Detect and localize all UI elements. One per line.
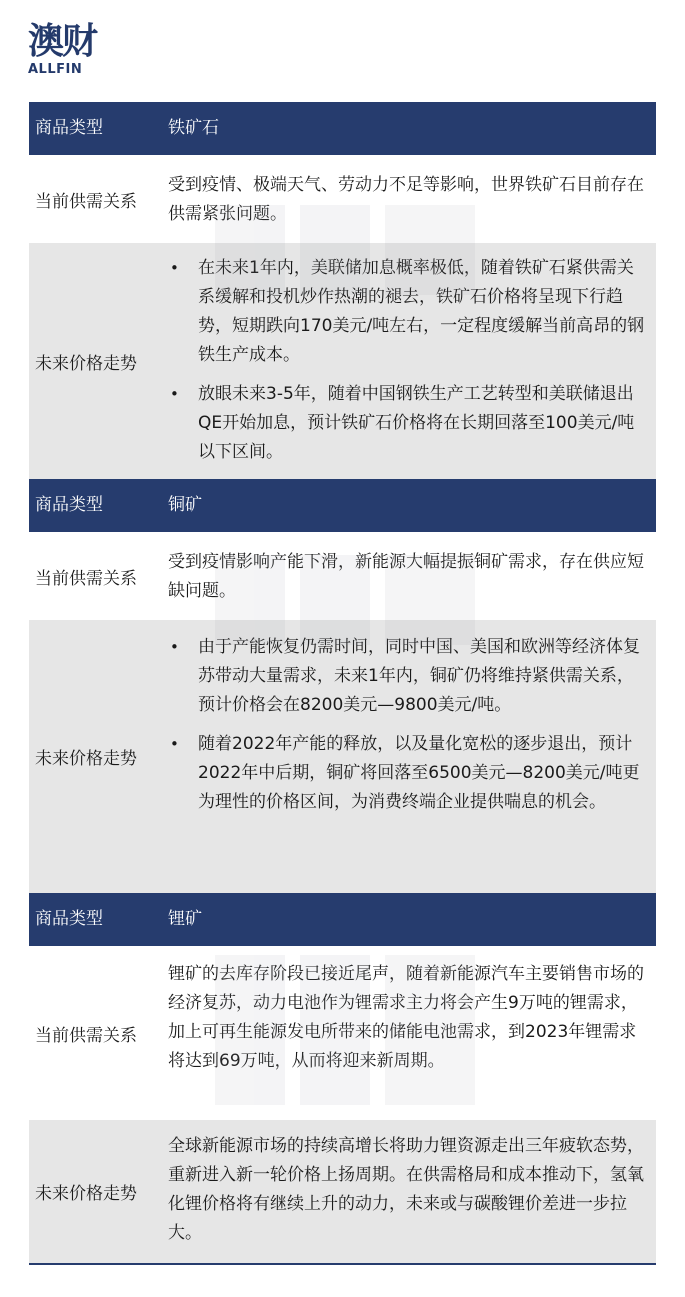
supply-row-iron-ore	[29, 155, 656, 243]
trend-bullets	[168, 633, 648, 817]
supply-label: 当前供需关系	[35, 191, 137, 212]
header-type-label: 商品类型	[35, 495, 103, 515]
trend-label: 未来价格走势	[35, 1184, 137, 1204]
logo	[28, 22, 108, 77]
trend-row-copper	[29, 620, 656, 893]
header-type-label: 商品类型	[35, 118, 103, 138]
supply-row-lithium	[29, 946, 656, 1120]
header-commodity-name: 铁矿石	[168, 118, 219, 138]
trend-bullet: • 随着2022年产能的释放，以及量化宽松的逐步退出，预计2022年中后期，铜矿将回落至6500美元—8200美元/吨更为理性的价格区间，为消费终端企业提供喘息的机会。	[168, 730, 648, 817]
trend-bullet: • 由于产能恢复仍需时间，同时中国、美国和欧洲等经济体复苏带动大量需求，未来1年内，铜矿仍将维持紧供需关系，预计价格会在8200美元—9800美元/吨。	[168, 633, 648, 720]
section-header-copper	[29, 479, 656, 532]
trend-row-iron-ore	[29, 243, 656, 479]
trend-row-lithium	[29, 1120, 656, 1263]
logo-chinese: 澳财	[28, 21, 97, 62]
supply-text: 锂矿的去库存阶段已接近尾声，随着新能源汽车主要销售市场的经济复苏，动力电池作为锂需求主力将会产生9万吨的锂需求，加上可再生能源发电所带来的储能电池需求，到2023年锂需求将达到69万吨，从而将迎来新周期。	[168, 964, 644, 1071]
table-bottom-border	[29, 1263, 656, 1265]
section-header-lithium	[29, 893, 656, 946]
trend-bullet: • 在未来1年内，美联储加息概率极低，随着铁矿石紧供需关系缓解和投机炒作热潮的褪去，铁矿石价格将呈现下行趋势，短期跌向170美元/吨左右，一定程度缓解当前高昂的钢铁生产成本。	[168, 254, 648, 370]
supply-row-copper	[29, 532, 656, 620]
trend-label: 未来价格走势	[35, 353, 137, 374]
section-header-iron-ore	[29, 102, 656, 155]
trend-label: 未来价格走势	[35, 749, 137, 769]
trend-bullets	[168, 254, 648, 467]
supply-label: 当前供需关系	[35, 568, 137, 589]
trend-bullet: • 放眼未来3-5年，随着中国钢铁生产工艺转型和美联储退出QE开始加息，预计铁矿石价格将在长期回落至100美元/吨以下区间。	[168, 380, 648, 467]
supply-label: 当前供需关系	[35, 1025, 137, 1046]
supply-text: 受到疫情、极端天气、劳动力不足等影响，世界铁矿石目前存在供需紧张问题。	[168, 175, 644, 224]
header-commodity-name: 铜矿	[168, 495, 202, 515]
logo-english: ALLFIN	[28, 62, 83, 77]
header-type-label: 商品类型	[35, 909, 103, 929]
header-commodity-name: 锂矿	[168, 909, 202, 929]
supply-text: 受到疫情影响产能下滑，新能源大幅提振铜矿需求，存在供应短缺问题。	[168, 552, 644, 601]
trend-text: 全球新能源市场的持续高增长将助力锂资源走出三年疲软态势，重新进入新一轮价格上扬周期。在供需格局和成本推动下，氢氧化锂价格将有继续上升的动力，未来或与碳酸锂价差进一步拉大。	[168, 1136, 644, 1243]
